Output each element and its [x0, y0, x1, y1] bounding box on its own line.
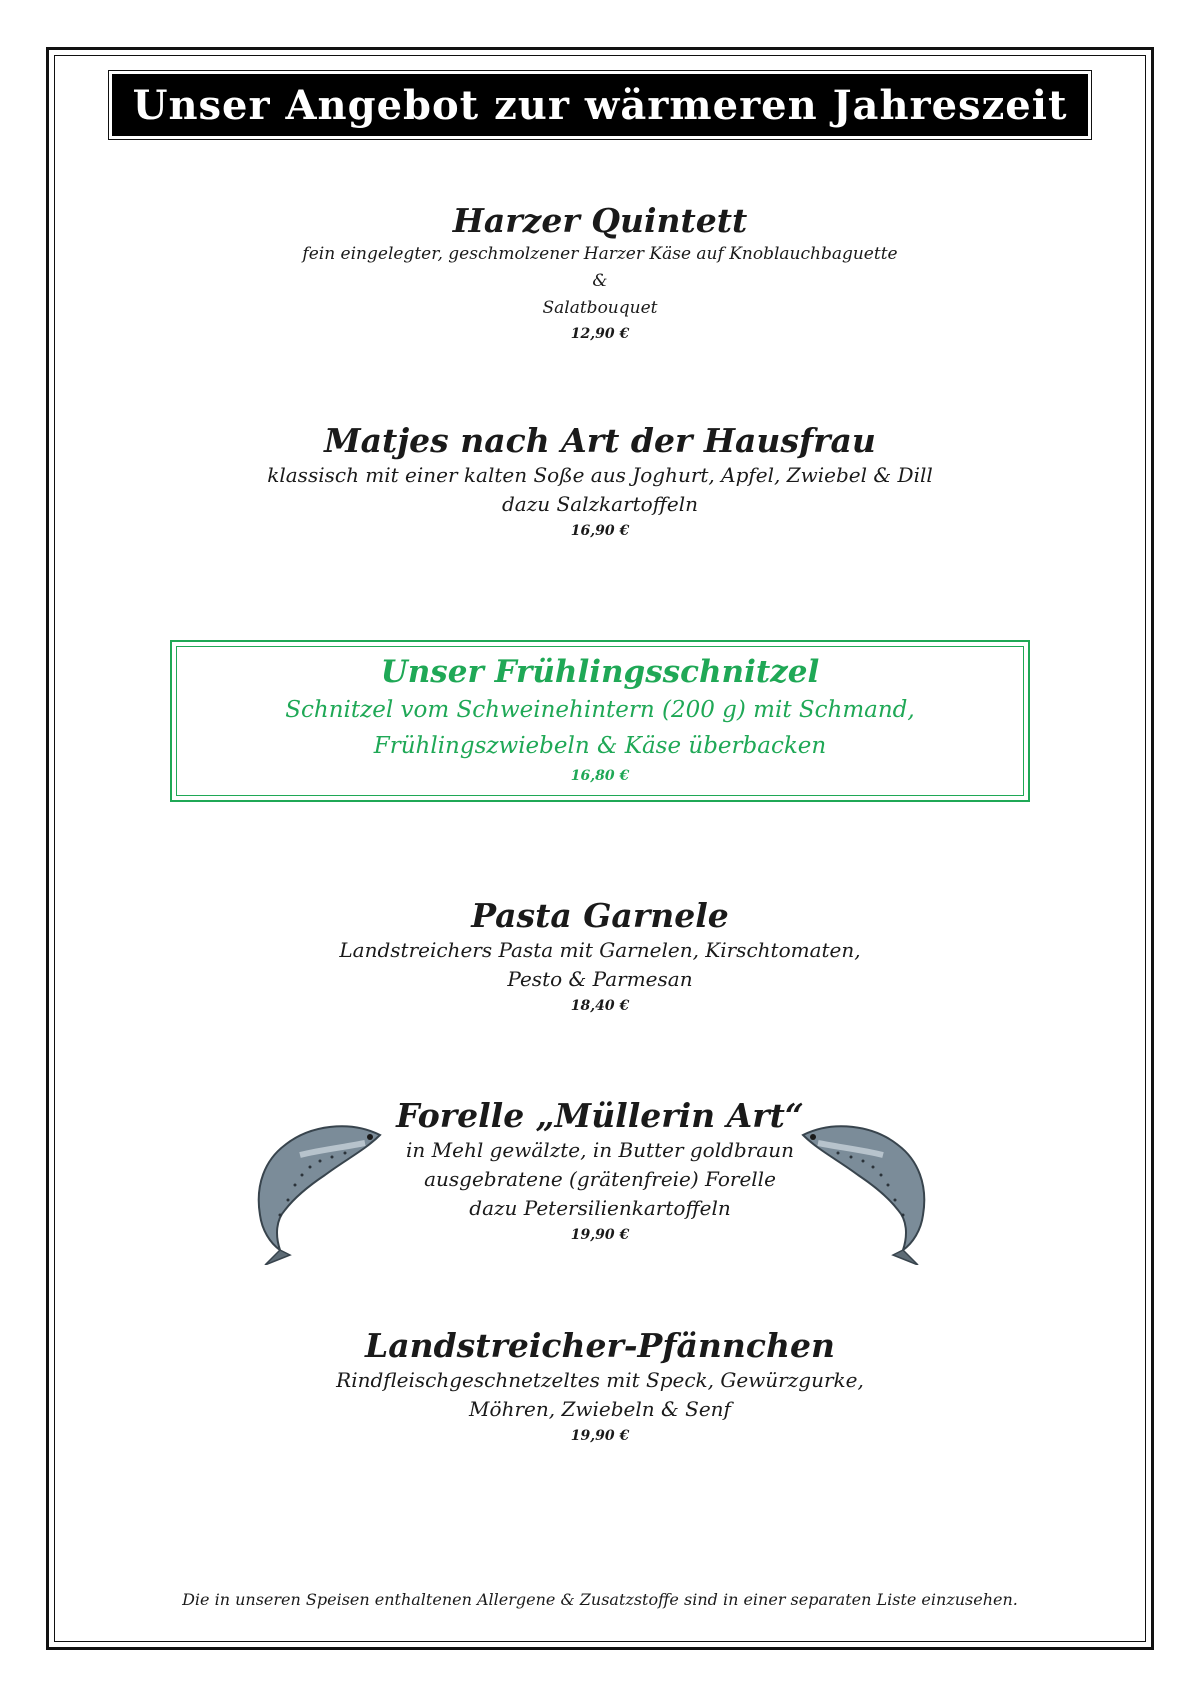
dish-desc-line: & — [592, 271, 608, 292]
dish-desc-line: Salatbouquet — [542, 298, 658, 319]
header-banner — [108, 70, 1092, 140]
dish-title: Pasta Garnele — [471, 896, 729, 935]
dish-desc-line: Landstreichers Pasta mit Garnelen, Kirschtomaten, — [339, 938, 861, 963]
dish-title: Forelle „Müllerin Art“ — [396, 1096, 804, 1135]
dish-desc-line: dazu Petersilienkartoffeln — [469, 1196, 731, 1221]
dish-desc-line: Rindfleischgeschnetzeltes mit Speck, Gewürzgurke, — [336, 1368, 864, 1393]
dish-desc-line: ausgebratene (grätenfreie) Forelle — [424, 1167, 776, 1192]
dish-desc-line: Möhren, Zwiebeln & Senf — [469, 1397, 731, 1422]
dish-desc-line: dazu Salzkartoffeln — [501, 492, 699, 517]
dish-desc-line: Frühlingszwiebeln & Käse überbacken — [373, 732, 827, 759]
dish-desc-line: klassisch mit einer kalten Soße aus Joghurt, Apfel, Zwiebel & Dill — [267, 463, 933, 488]
menu-item-landstreicher-pfaennchen — [150, 1325, 1050, 1444]
menu-item-harzer-quintett — [150, 200, 1050, 342]
dish-price: 12,90 € — [570, 326, 630, 343]
menu-item-pasta-garnele — [150, 895, 1050, 1014]
dish-price: 16,80 € — [570, 767, 630, 784]
trout-right-icon — [793, 1115, 943, 1265]
dish-price: 18,40 € — [570, 998, 630, 1015]
dish-title: Unser Frühlingsschnitzel — [380, 654, 820, 690]
dish-title: Landstreicher-Pfännchen — [364, 1326, 835, 1365]
allergen-note: Die in unseren Speisen enthaltenen Allergene & Zusatzstoffe sind in einer separaten Liste einzusehen. — [182, 1590, 1018, 1609]
menu-item-matjes — [150, 420, 1050, 539]
trout-left-icon — [240, 1115, 390, 1265]
dish-desc-line: Schnitzel vom Schweinehintern (200 g) mit Schmand, — [285, 696, 915, 723]
dish-desc-line: Pesto & Parmesan — [507, 967, 693, 992]
dish-desc-line: fein eingelegter, geschmolzener Harzer Käse auf Knoblauchbaguette — [302, 244, 898, 265]
special-offer-box — [170, 640, 1030, 802]
dish-price: 19,90 € — [570, 1227, 630, 1244]
dish-title: Harzer Quintett — [452, 201, 748, 240]
dish-title: Matjes nach Art der Hausfrau — [324, 421, 876, 460]
dish-desc-line: in Mehl gewälzte, in Butter goldbraun — [406, 1138, 794, 1163]
dish-price: 19,90 € — [570, 1428, 630, 1445]
dish-price: 16,90 € — [570, 523, 630, 540]
menu-title: Unser Angebot zur wärmeren Jahreszeit — [132, 81, 1068, 129]
